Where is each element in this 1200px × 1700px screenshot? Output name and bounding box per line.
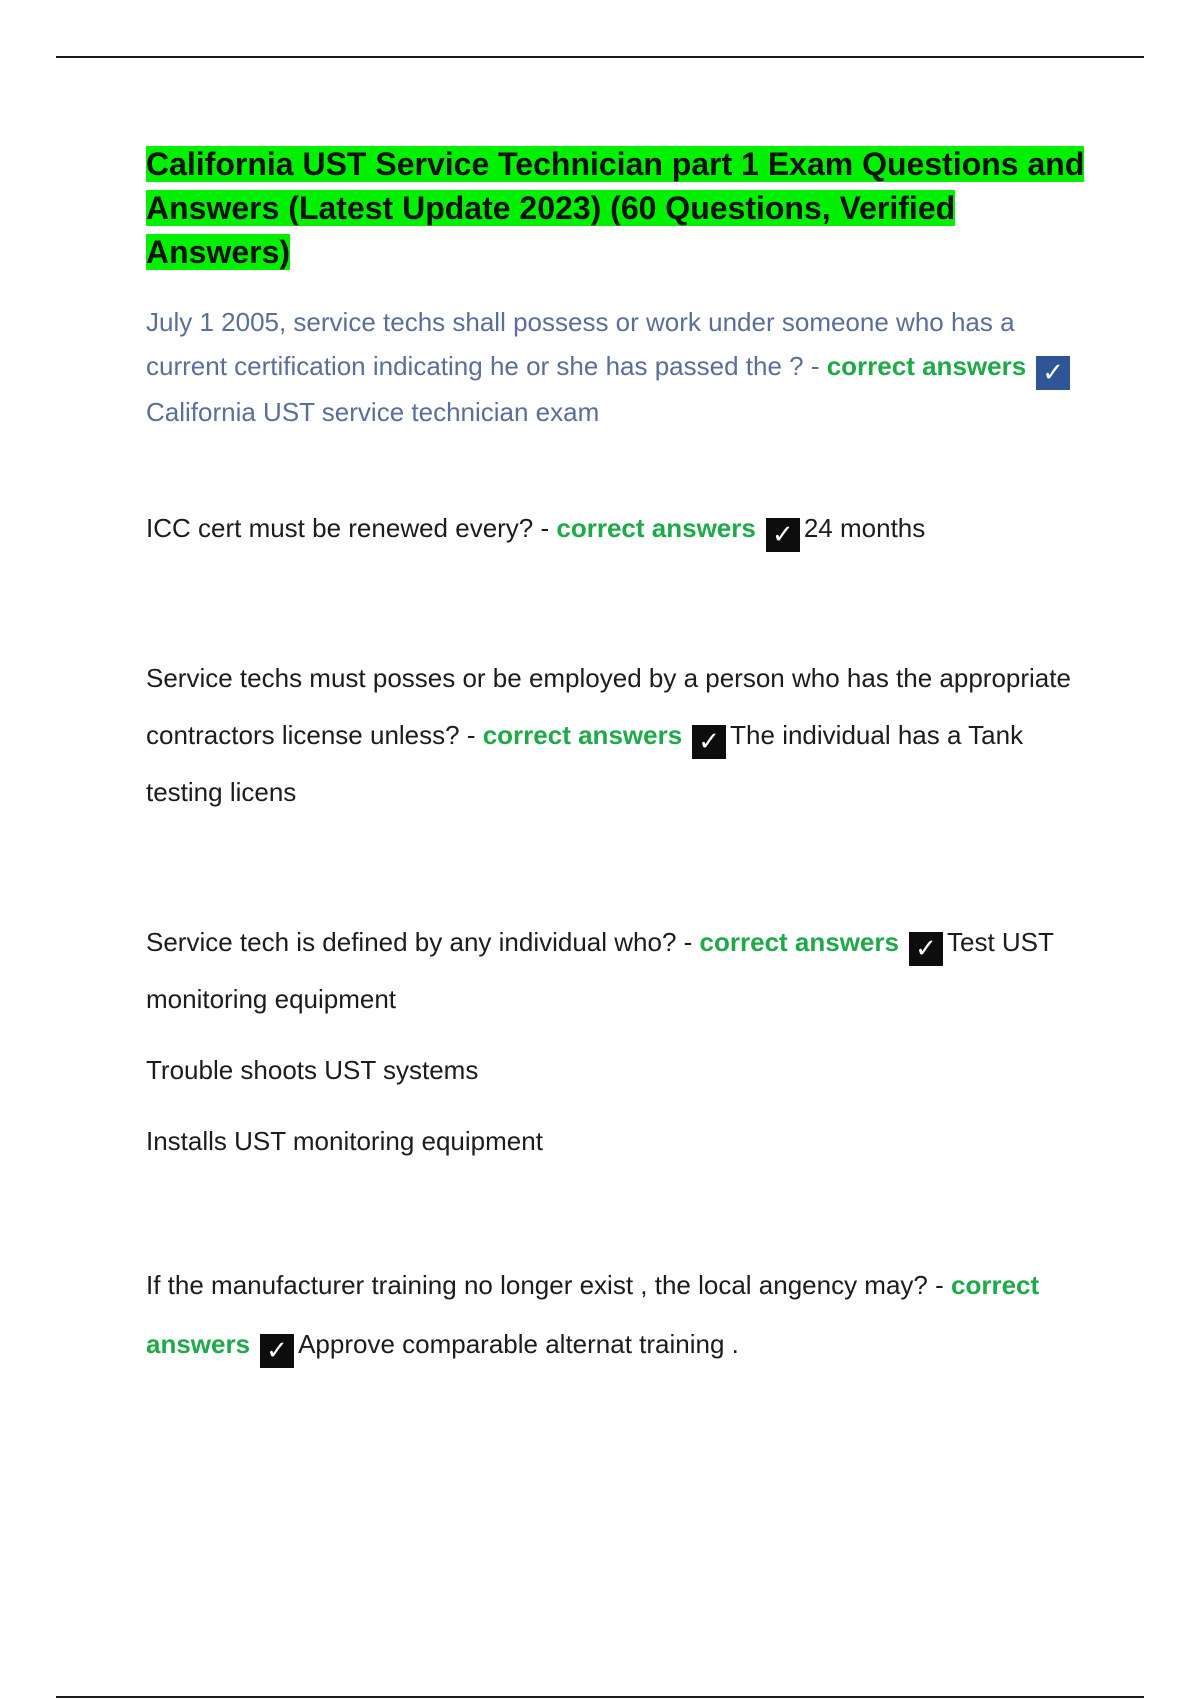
checkbox-checked-icon: ✓ bbox=[766, 518, 800, 552]
qa-item-2 bbox=[146, 506, 1086, 552]
correct-answers-label: correct answers bbox=[146, 1270, 1040, 1359]
answer-text: The individual has a Tank testing licens bbox=[146, 720, 1024, 807]
correct-answers-label: correct answers bbox=[482, 720, 683, 750]
question-line bbox=[146, 914, 1086, 1028]
answer-text: 24 months bbox=[803, 513, 926, 543]
correct-answers-label: correct answers bbox=[699, 927, 899, 957]
question-text: If the manufacturer training no longer exist , the local angency may? - bbox=[146, 1270, 951, 1300]
question-text: Service tech is defined by any individual who? - bbox=[146, 927, 700, 957]
answer-text: Test UST monitoring equipment bbox=[146, 927, 1054, 1014]
header-rule bbox=[56, 56, 1144, 58]
question-text: Service techs must posses or be employed by a person who has the appropriate contractors license unless? - bbox=[146, 663, 1071, 750]
qa-item-3 bbox=[146, 650, 1086, 821]
answer-text: Approve comparable alternat training . bbox=[298, 1329, 739, 1359]
correct-answers-label: correct answers bbox=[826, 351, 1027, 381]
question-text: July 1 2005, service techs shall possess or work under someone who has a current certification indicating he or she has passed the ? - bbox=[146, 307, 1015, 381]
footer-rule bbox=[56, 1696, 1144, 1698]
checkbox-checked-icon: ✓ bbox=[692, 725, 726, 759]
qa-item-1 bbox=[146, 300, 1086, 434]
answer-text: California UST service technician exam bbox=[146, 397, 600, 427]
qa-item-5 bbox=[146, 1256, 1086, 1374]
document-title: California UST Service Technician part 1 Exam Questions and Answers (Latest Update 2023) (60 Questions, Verified Answers) bbox=[146, 146, 1085, 270]
question-text: ICC cert must be renewed every? - bbox=[146, 513, 557, 543]
answer-line: Installs UST monitoring equipment bbox=[146, 1126, 543, 1156]
qa-item-4 bbox=[146, 914, 1086, 1170]
checkbox-checked-icon: ✓ bbox=[1036, 356, 1070, 390]
answer-line: Trouble shoots UST systems bbox=[146, 1055, 479, 1085]
checkbox-checked-icon: ✓ bbox=[260, 1334, 294, 1368]
checkbox-checked-icon: ✓ bbox=[909, 932, 943, 966]
correct-answers-label: correct answers bbox=[556, 513, 756, 543]
